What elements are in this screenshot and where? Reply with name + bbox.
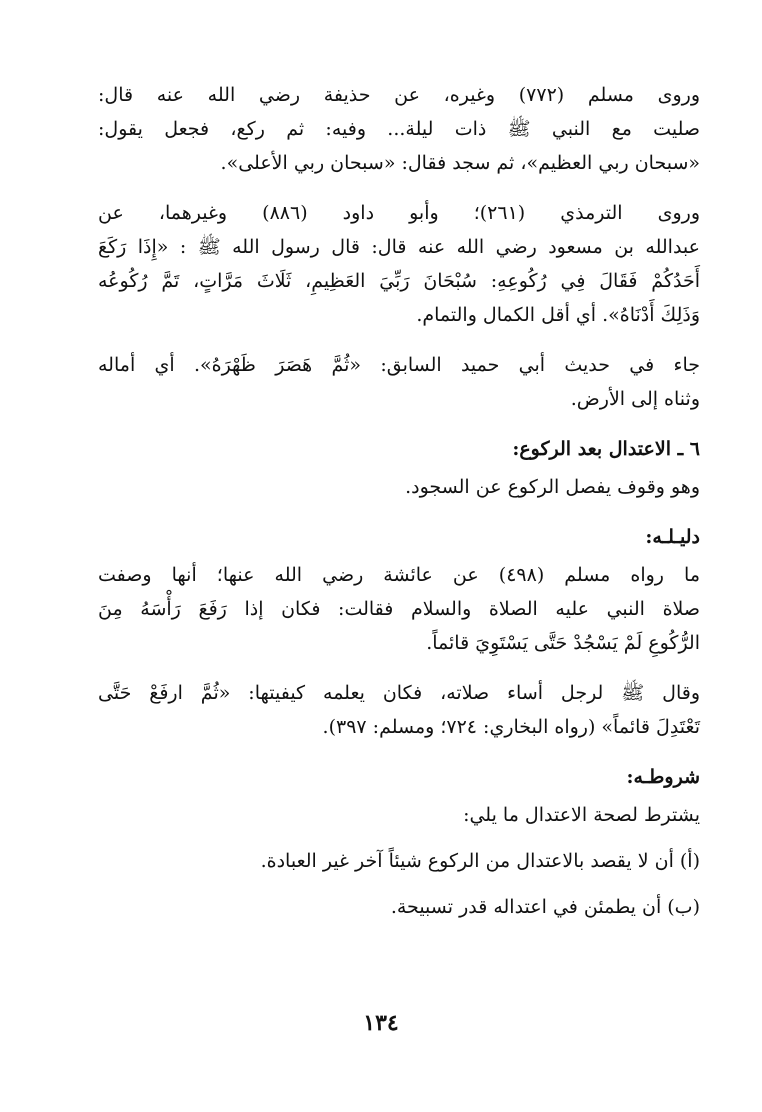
paragraph-tirmidhi-abudawud bbox=[98, 196, 700, 332]
text-line: صليت مع النبي ﷺ ذات ليلة... وفيه: ثم ركع، فجعل يقول: bbox=[98, 118, 700, 140]
text-line: وَذَلِكَ أَدْنَاهُ». أي أقل الكمال والتمام. bbox=[416, 304, 700, 326]
text-line: وروى الترمذي (٢٦١)؛ وأبو داود (٨٨٦) وغيرهما، عن bbox=[98, 202, 700, 224]
text-line: وثناه إلى الأرض. bbox=[570, 388, 700, 410]
text-line: تَعْتَدِلَ قائماً» (رواه البخاري: ٧٢٤؛ ومسلم: ٣٩٧). bbox=[322, 716, 700, 738]
text-line: ما رواه مسلم (٤٩٨) عن عائشة رضي الله عنها؛ أنها وصفت bbox=[98, 564, 700, 586]
evidence-heading: دليـلـه: bbox=[645, 526, 700, 548]
page-body bbox=[98, 78, 700, 936]
text-line: جاء في حديث أبي حميد السابق: «ثُمَّ هَصَرَ ظَهْرَهُ». أي أماله bbox=[98, 354, 700, 376]
paragraph-muslim-hudhayfa bbox=[98, 78, 700, 180]
text-line: وقال ﷺ لرجل أساء صلاته، فكان يعلمه كيفيتها: «ثُمَّ ارفَعْ حَتَّى bbox=[98, 682, 700, 704]
condition-item: (ب) أن يطمئن في اعتداله قدر تسبيحة. bbox=[390, 896, 700, 918]
section-heading: ٦ ـ الاعتدال بعد الركوع: bbox=[512, 438, 700, 460]
conditions-intro: يشترط لصحة الاعتدال ما يلي: bbox=[463, 804, 700, 826]
section-definition bbox=[98, 470, 700, 504]
conditions-heading: شروطـه: bbox=[626, 766, 700, 788]
text-line: وروى مسلم (٧٧٢) وغيره، عن حذيفة رضي الله عنه قال: bbox=[98, 84, 701, 106]
paragraph-aisha bbox=[98, 558, 700, 660]
text-line: وهو وقوف يفصل الركوع عن السجود. bbox=[405, 476, 700, 498]
text-line: عبدالله بن مسعود رضي الله عنه قال: قال رسول الله ﷺ : «إِذَا رَكَعَ bbox=[98, 236, 700, 258]
page-number: ١٣٤ bbox=[363, 1010, 399, 1036]
text-line: الرُّكُوعِ لَمْ يَسْجُدْ حَتَّى يَسْتَوِيَ قائماً. bbox=[426, 632, 700, 654]
text-line: أَحَدُكُمْ فَقَالَ فِي رُكُوعِهِ: سُبْحَانَ رَبِّيَ العَظِيمِ، ثَلَاثَ مَرَّاتٍ، تَمَّ رُكُوعُه bbox=[98, 270, 700, 292]
paragraph-abu-humayd bbox=[98, 348, 700, 416]
text-line: صلاة النبي عليه الصلاة والسلام فقالت: فكان إذا رَفَعَ رَأْسَهُ مِنَ bbox=[98, 598, 700, 620]
text-line: «سبحان ربي العظيم»، ثم سجد فقال: «سبحان ربي الأعلى». bbox=[220, 152, 700, 174]
condition-item: (أ) أن لا يقصد بالاعتدال من الركوع شيئاً آخر غير العبادة. bbox=[260, 850, 700, 872]
paragraph-prophet-saying bbox=[98, 676, 700, 744]
